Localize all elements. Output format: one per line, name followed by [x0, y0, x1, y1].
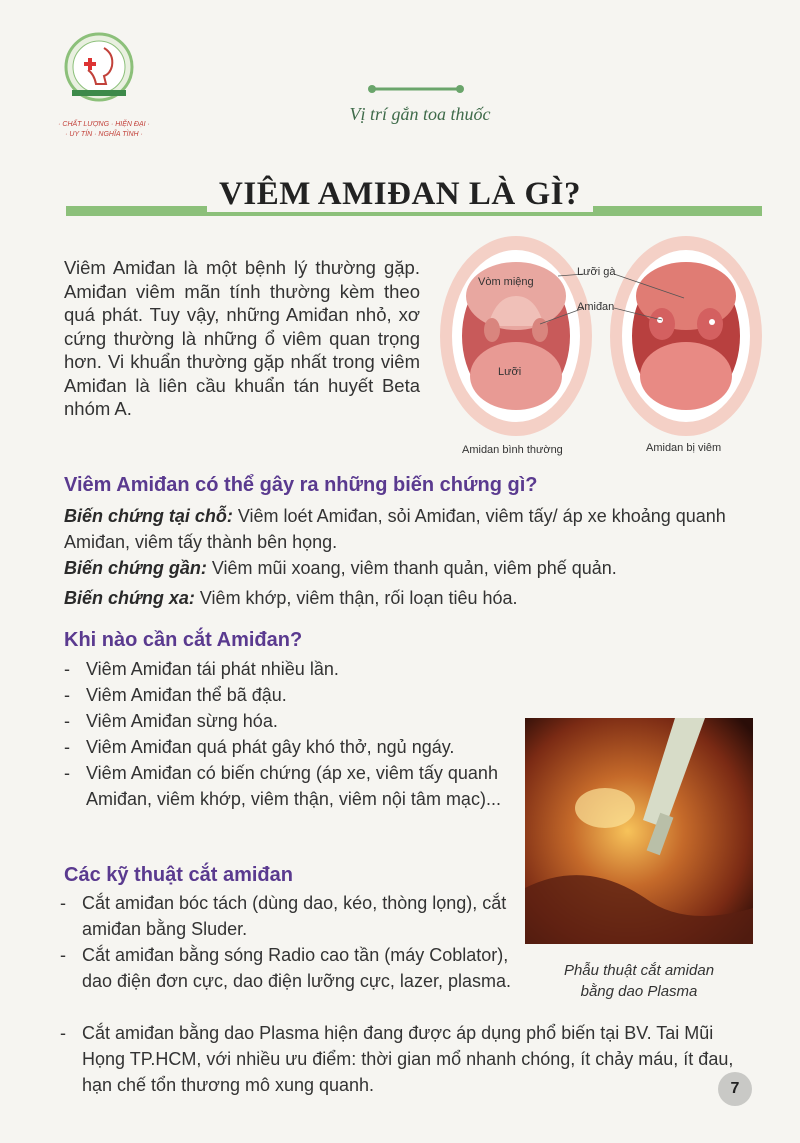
- photo-caption-line-2: bằng dao Plasma: [580, 983, 698, 1000]
- slogan-line-2: · UY TÍN · NGHĨA TÌNH ·: [65, 131, 143, 138]
- photo-caption: [525, 960, 753, 1002]
- heading-complications: Viêm Amiđan có thể gây ra những biến chứng gì?: [64, 474, 538, 496]
- logo-slogan: [56, 120, 152, 140]
- hospital-logo: [64, 32, 134, 102]
- surgery-photo: [525, 718, 753, 944]
- complication-local-text: Viêm loét Amiđan, sỏi Amiđan, viêm tấy/ áp xe khoảng quanh Amiđan, viêm tấy thành bên họng.: [64, 506, 726, 552]
- photo-caption-line-1: Phẫu thuật cắt amidan: [563, 962, 715, 979]
- when-item-text: Viêm Amiđan sừng hóa.: [86, 711, 278, 731]
- techniques-list: [60, 890, 516, 994]
- complication-local: [64, 503, 758, 555]
- when-item-text: Viêm Amiđan tái phát nhiều lần.: [86, 659, 339, 679]
- list-item: - Cắt amiđan bằng dao Plasma hiện đang được áp dụng phổ biến tại BV. Tai Mũi Họng TP.HCM, với nhiều ưu điểm: thời gian mổ nhanh chóng, ít chảy máu, ít đau, hạn chế tổn thương mô xung quanh.: [60, 1023, 734, 1095]
- list-item: - Viêm Amiđan tái phát nhiều lần.: [64, 659, 339, 679]
- complication-far-label: Biến chứng xa:: [64, 588, 195, 608]
- prescription-slot-label: Vị trí gắn toa thuốc: [349, 104, 491, 124]
- complication-far: [64, 585, 758, 611]
- label-tongue: Lưỡi: [498, 366, 522, 378]
- when-item-text: Viêm Amiđan thể bã đậu.: [86, 685, 287, 705]
- technique-item-text: Cắt amiđan bằng sóng Radio cao tần (máy Coblator), dao điện đơn cực, dao điện lưỡng cực, lazer, plasma.: [82, 945, 511, 991]
- label-palate: Vòm miệng: [478, 276, 534, 288]
- complication-near: [64, 555, 758, 581]
- page-title-text: VIÊM AMIĐAN LÀ GÌ?: [207, 176, 593, 212]
- intro-paragraph: Viêm Amiđan là một bệnh lý thường gặp. Amiđan viêm mãn tính thường kèm theo quá phát. Tuy vậy, những Amiđan nhỏ, xơ cứng thường là những ổ viêm quan trọng hơn. Vi khuẩn thường gặp nhất trong viêm Amiđan là liên cầu khuẩn tán huyết Beta nhóm A.: [64, 257, 420, 419]
- caption-inflamed: Amidan bị viêm: [646, 442, 722, 454]
- list-item: - Viêm Amiđan quá phát gây khó thở, ngủ ngáy.: [64, 737, 455, 757]
- list-item: - Viêm Amiđan sừng hóa.: [64, 711, 278, 731]
- complication-far-text: Viêm khớp, viêm thận, rối loạn tiêu hóa.: [194, 588, 518, 608]
- list-item: - Viêm Amiđan thể bã đậu.: [64, 685, 287, 705]
- tonsil-illustration: [436, 226, 766, 466]
- label-tonsil: Amiđan: [577, 301, 615, 313]
- techniques-list-wide: [60, 1020, 760, 1098]
- slogan-line-1: · CHẤT LƯỢNG · HIỆN ĐẠI ·: [58, 121, 150, 128]
- heading-techniques: Các kỹ thuật cắt amiđan: [64, 864, 293, 886]
- heading-when: Khi nào cần cắt Amiđan?: [64, 629, 303, 651]
- complication-local-label: Biến chứng tại chỗ:: [64, 506, 233, 526]
- inflamed-mouth: [610, 236, 762, 436]
- technique-item-text: Cắt amiđan bằng dao Plasma hiện đang được áp dụng phổ biến tại BV. Tai Mũi Họng TP.HCM, với nhiều ưu điểm: thời gian mổ nhanh chóng, ít chảy máu, ít đau, hạn chế tổn thương mô xung quanh.: [82, 1023, 734, 1095]
- page-title: [0, 176, 800, 213]
- header-ornament: [368, 84, 464, 94]
- list-item: - Cắt amiđan bằng sóng Radio cao tần (máy Coblator), dao điện đơn cực, dao điện lưỡng cực, lazer, plasma.: [60, 945, 511, 991]
- list-item: - Cắt amiđan bóc tách (dùng dao, kéo, thòng lọng), cắt amiđan bằng Sluder.: [60, 893, 507, 939]
- normal-mouth: [440, 236, 592, 436]
- complication-near-text: Viêm mũi xoang, viêm thanh quản, viêm phế quản.: [206, 558, 617, 578]
- list-item: - Viêm Amiđan có biến chứng (áp xe, viêm tấy quanh Amiđan, viêm khớp, viêm thận, viêm nội tâm mạc)...: [64, 763, 501, 809]
- when-list: [64, 656, 516, 812]
- when-item-text: Viêm Amiđan có biến chứng (áp xe, viêm tấy quanh Amiđan, viêm khớp, viêm thận, viêm nội tâm mạc)...: [86, 763, 501, 809]
- label-uvula: Lưỡi gà: [577, 266, 616, 278]
- caption-normal: Amidan bình thường: [462, 444, 563, 456]
- page-number: 7: [718, 1072, 752, 1106]
- technique-item-text: Cắt amiđan bóc tách (dùng dao, kéo, thòng lọng), cắt amiđan bằng Sluder.: [82, 893, 507, 939]
- complication-near-label: Biến chứng gần:: [64, 558, 207, 578]
- when-item-text: Viêm Amiđan quá phát gây khó thở, ngủ ngáy.: [86, 737, 455, 757]
